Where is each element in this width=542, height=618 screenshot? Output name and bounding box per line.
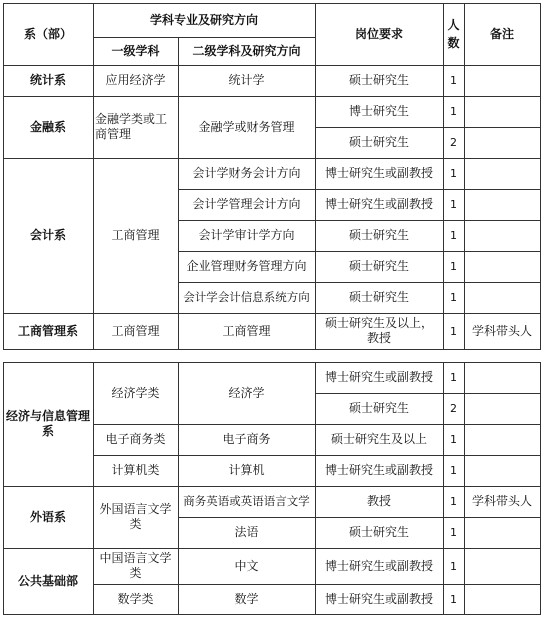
count-cell: 1	[450, 198, 457, 211]
position-cell: 博士研究生或副教授	[324, 197, 433, 211]
position-cell: 硕士研究生及以上	[330, 432, 427, 446]
dept-cell: 公共基础部	[17, 573, 78, 588]
count-cell: 1	[450, 559, 457, 573]
count-cell: 1	[450, 167, 457, 180]
count-cell: 1	[450, 324, 457, 338]
header-count: 人数	[447, 18, 460, 50]
position-cell: 博士研究生或副教授	[324, 370, 433, 384]
level2-cell: 经济学	[228, 385, 265, 400]
count-cell: 1	[450, 526, 457, 539]
level2-cell: 金融学或财务管理	[198, 119, 295, 134]
rule	[3, 349, 541, 350]
position-cell: 硕士研究生	[348, 228, 409, 242]
level1-cell: 经济学类	[111, 385, 160, 400]
level1-cell: 外国语言文学类	[99, 502, 172, 531]
level2-cell: 会计学管理会计方向	[192, 197, 301, 211]
dept-cell: 外语系	[29, 509, 66, 524]
level1-cell: 应用经济学	[105, 73, 166, 87]
position-cell: 博士研究生或副教授	[324, 558, 433, 573]
level1-cell: 电子商务类	[105, 432, 166, 446]
position-cell: 硕士研究生	[348, 401, 409, 415]
level1-cell: 金融学类或工商管理	[95, 112, 168, 141]
header-position: 岗位要求	[354, 26, 403, 41]
level2-cell: 会计学会计信息系统方向	[183, 290, 310, 304]
level2-cell: 电子商务	[222, 432, 271, 446]
rule	[3, 614, 541, 615]
count-cell: 1	[450, 495, 457, 508]
level2-cell: 会计学财务会计方向	[192, 166, 301, 180]
count-cell: 1	[450, 229, 457, 242]
dept-cell: 金融系	[29, 119, 66, 134]
count-cell: 2	[450, 402, 457, 415]
level2-cell: 法语	[234, 525, 259, 539]
position-cell: 硕士研究生	[348, 525, 409, 539]
count-cell: 1	[450, 291, 457, 304]
recruitment-table	[3, 3, 541, 615]
header-discipline-group: 学科专业及研究方向	[149, 12, 258, 27]
dept-cell: 经济与信息管理系	[5, 409, 90, 438]
header-level2: 二级学科及研究方向	[192, 43, 301, 58]
position-cell: 硕士研究生	[348, 290, 409, 304]
level2-cell: 统计学	[228, 73, 265, 87]
count-cell: 1	[450, 592, 457, 606]
level2-cell: 商务英语或英语语言文学	[183, 494, 310, 508]
count-cell: 1	[450, 433, 457, 446]
count-cell: 1	[450, 105, 457, 118]
level1-cell: 中国语言文学类	[99, 551, 172, 580]
level1-cell: 工商管理	[111, 323, 160, 338]
rule	[540, 362, 541, 615]
position-cell: 博士研究生或副教授	[324, 463, 433, 477]
level1-cell: 工商管理	[111, 228, 160, 242]
notes-cell: 学科带头人	[471, 494, 532, 508]
notes-cell: 学科带头人	[471, 323, 532, 338]
header-level1: 一级学科	[111, 43, 160, 58]
level2-cell: 数学	[234, 591, 259, 606]
level1-cell: 数学类	[117, 591, 154, 606]
position-cell: 博士研究生或副教授	[324, 166, 433, 180]
position-cell: 硕士研究生	[348, 135, 409, 149]
dept-cell: 统计系	[29, 73, 66, 87]
level2-cell: 中文	[234, 558, 259, 573]
position-cell: 硕士研究生及以上，教授	[324, 316, 433, 345]
count-cell: 2	[450, 136, 457, 149]
level2-cell: 计算机	[228, 463, 265, 477]
level2-cell: 会计学审计学方向	[198, 228, 295, 242]
position-cell: 博士研究生或副教授	[324, 591, 433, 606]
count-cell: 1	[450, 74, 457, 87]
count-cell: 1	[450, 464, 457, 477]
position-cell: 博士研究生	[348, 104, 409, 118]
level2-cell: 工商管理	[222, 323, 271, 338]
position-cell: 教授	[366, 494, 391, 508]
rule	[540, 3, 541, 349]
header-notes: 备注	[489, 26, 514, 41]
header-dept: 系（部）	[23, 26, 72, 41]
level2-cell: 企业管理财务管理方向	[186, 259, 307, 273]
level1-cell: 计算机类	[111, 463, 160, 477]
position-cell: 硕士研究生	[348, 73, 409, 87]
dept-cell: 工商管理系	[17, 323, 78, 338]
count-cell: 1	[450, 371, 457, 384]
position-cell: 硕士研究生	[348, 259, 409, 273]
count-cell: 1	[450, 260, 457, 273]
dept-cell: 会计系	[29, 228, 66, 242]
